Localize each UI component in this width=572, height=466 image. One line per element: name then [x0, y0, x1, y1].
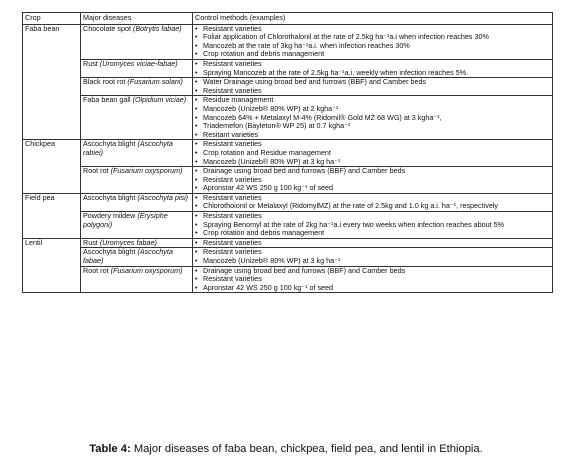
disease-cell	[81, 96, 193, 140]
control-method-item: • Apronstar 42 WS 250 g 100 kg⁻¹ of seed	[195, 284, 550, 293]
table-row	[23, 24, 553, 59]
table-row	[23, 248, 553, 266]
pathogen-name: (Uromyces viciae-fabae)	[99, 58, 178, 68]
crop-cell: Faba bean	[23, 24, 81, 140]
pathogen-name: (Erysiphe polygoni)	[83, 211, 168, 229]
control-method-item: • Resistant varieties	[195, 212, 550, 221]
disease-name: Ascochyta blight	[83, 192, 136, 202]
pathogen-name: (Fusarium oxysporum)	[110, 166, 183, 176]
header-control: Control methods (examples)	[193, 13, 553, 25]
control-method-item: • Resistant varieties	[195, 140, 550, 149]
control-method-item: • Crop rotation and debris management	[195, 50, 550, 59]
control-methods-cell	[193, 59, 553, 77]
disease-cell	[81, 78, 193, 96]
control-methods-cell	[193, 212, 553, 239]
disease-cell	[81, 167, 193, 194]
disease-cell	[81, 24, 193, 59]
control-method-item: • Triademefon (Bayleton® WP 25) at 0.7 kgha⁻¹	[195, 122, 550, 131]
table-row	[23, 78, 553, 96]
control-method-item: • Residue management	[195, 96, 550, 105]
disease-name: Ascochyta blight	[83, 247, 136, 257]
disease-name: Powdery mildew	[83, 211, 136, 221]
control-methods-cell	[193, 167, 553, 194]
disease-name: Rust	[83, 237, 98, 247]
crop-cell: Field pea	[23, 193, 81, 238]
control-method-item: • Resistant varieties	[195, 25, 550, 34]
control-method-item: • Spraying Benomyl at the rate of 2kg ha⁻¹a.i every two weeks when infection reaches about 5%	[195, 221, 550, 230]
table-caption	[0, 443, 572, 455]
control-method-item: • Mancozeb 64% + Metalaxyl M-4% (Ridomil® Gold MZ 68 WG) at 3 kgha⁻¹,	[195, 114, 550, 123]
control-method-item: • Drainage using broad bed and furrows (BBF) and Camber beds	[195, 167, 550, 176]
control-methods-cell	[193, 266, 553, 293]
control-methods-cell	[193, 248, 553, 266]
disease-name: Chocolate spot	[83, 23, 131, 33]
disease-name: Root rot	[83, 265, 109, 275]
disease-name: Ascochyta blight	[83, 139, 136, 149]
control-method-item: • Resistant varieties	[195, 248, 550, 257]
table-row	[23, 193, 553, 211]
control-method-item: • Resistant varieties	[195, 60, 550, 69]
control-methods-cell	[193, 24, 553, 59]
control-method-item: • Resitant varieties	[195, 131, 550, 140]
table-row	[23, 140, 553, 167]
control-method-item: • Chlorothoionil or Metalaxyl (RidomylMZ) at the rate of 2.5kg and 1.0 kg a.i. ha⁻¹, respectively	[195, 202, 550, 211]
caption-text: Major diseases of faba bean, chickpea, field pea, and lentil in Ethiopia.	[133, 443, 483, 455]
control-methods-cell	[193, 140, 553, 167]
control-method-item: • Foliar application of Chlorothalonil at the rate of 2.5kg ha⁻¹a.i when infection reaches 30%	[195, 33, 550, 42]
disease-cell	[81, 266, 193, 293]
control-method-item: • Crop rotation and Residue management	[195, 149, 550, 158]
table-row	[23, 59, 553, 77]
control-method-item: • Mancozeb at the rate of 3kg ha⁻¹a.i. when infection reaches 30%	[195, 42, 550, 51]
control-methods-cell	[193, 193, 553, 211]
disease-cell	[81, 193, 193, 211]
pathogen-name: (Uromyces fabae)	[99, 237, 157, 247]
control-method-item: • Resistant varieties	[195, 239, 550, 248]
disease-cell	[81, 248, 193, 266]
header-disease: Major diseases	[81, 13, 193, 25]
pathogen-name: (Botrytis fabae)	[132, 23, 182, 33]
control-method-item: • Mancozeb (Unizeb® 80% WP) at 2 kgha⁻¹	[195, 105, 550, 114]
header-crop: Crop	[23, 13, 81, 25]
control-method-item: • Crop rotation and debris management	[195, 229, 550, 238]
pathogen-name: (Fusarium solani)	[127, 77, 183, 87]
disease-name: Rust	[83, 58, 98, 68]
control-method-item: • Resistant varieties	[195, 194, 550, 203]
pathogen-name: (Ascochyta rabiei)	[83, 139, 173, 157]
control-method-item: • Resistant varieties	[195, 176, 550, 185]
disease-cell	[81, 59, 193, 77]
pathogen-name: (Ascochyta pisi)	[137, 192, 189, 202]
disease-cell	[81, 212, 193, 239]
control-method-item: • Apronstar 42 WS 250 g 100 kg⁻¹ of seed	[195, 184, 550, 193]
pathogen-name: (Ascochyta fabae)	[83, 247, 173, 266]
table-row	[23, 266, 553, 293]
table-row	[23, 96, 553, 140]
table-header-row	[23, 13, 553, 25]
control-methods-cell	[193, 78, 553, 96]
crop-cell: Chickpea	[23, 140, 81, 194]
control-method-item: • Resistant varieties	[195, 87, 550, 96]
disease-name: Black root rot	[83, 77, 126, 87]
control-method-item: • Resistant varieties	[195, 275, 550, 284]
control-method-item: • Spraying Mancozeb at the rate of 2.5kg ha⁻¹a.i. weekly when infection reaches 5%.	[195, 69, 550, 78]
control-method-item: • Drainage using broad bed and furrows (BBF) and Camber beds	[195, 267, 550, 276]
control-method-item: • Mancozeb (Unizeb® 80% WP) at 3 kg ha⁻¹	[195, 158, 550, 167]
control-method-item: • Water Drainage using broad bed and furrows (BBF) and Camber beds	[195, 78, 550, 87]
pathogen-name: (Olpidium viciae)	[132, 95, 187, 105]
disease-name: Root rot	[83, 166, 109, 176]
disease-cell	[81, 140, 193, 167]
caption-label: Table 4:	[89, 443, 131, 455]
table-body	[23, 24, 553, 293]
pathogen-name: (Fusarium oxysporum)	[110, 265, 183, 275]
control-method-item: • Mancozeb (Unizeb® 80% WP) at 3 kg ha⁻¹	[195, 257, 550, 266]
table-row	[23, 167, 553, 194]
table-row	[23, 212, 553, 239]
disease-name: Faba bean gall	[83, 95, 131, 105]
diseases-table	[22, 12, 553, 293]
control-methods-cell	[193, 96, 553, 140]
crop-cell: Lentil	[23, 238, 81, 293]
